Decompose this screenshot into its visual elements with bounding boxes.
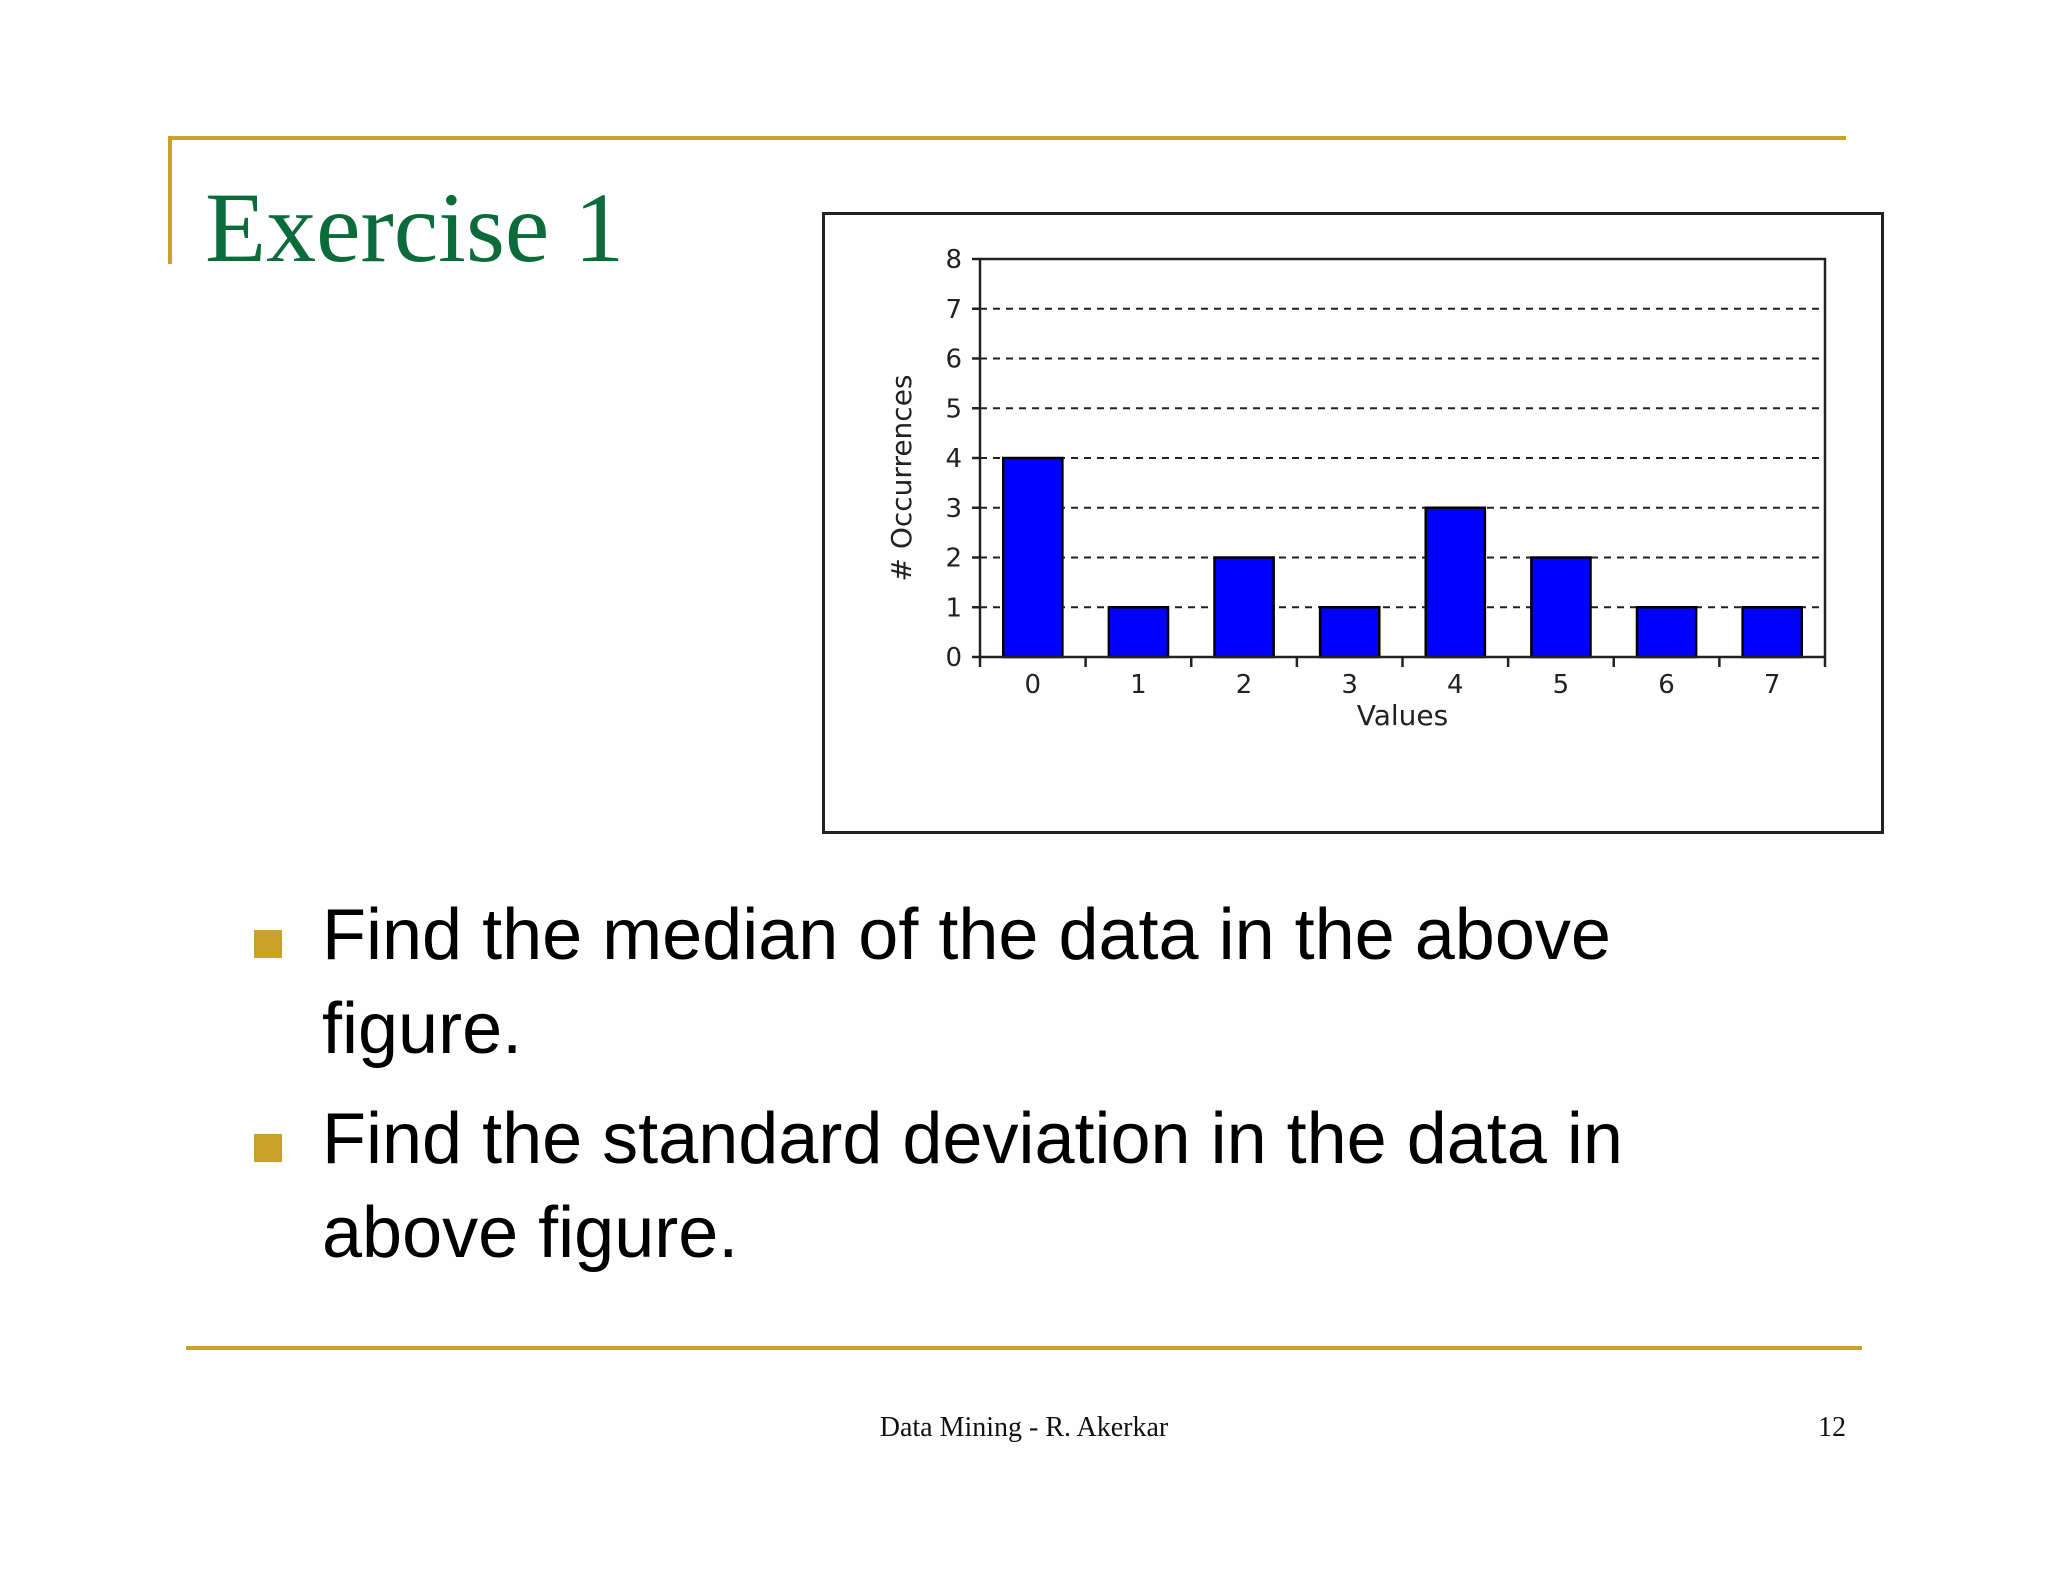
title-top-rule: [168, 136, 1846, 140]
x-tick-label: 1: [1130, 670, 1147, 700]
x-tick-label: 7: [1763, 670, 1781, 700]
slide-title: Exercise 1: [205, 172, 625, 283]
bar-0: [1003, 458, 1062, 657]
bar-chart: [822, 212, 1884, 834]
y-tick-label: 6: [945, 344, 962, 375]
bullet-list: [250, 888, 1770, 1296]
x-tick-label: 3: [1341, 670, 1358, 700]
footer-rule: [186, 1346, 1862, 1350]
bar-5: [1531, 558, 1590, 658]
bar-chart-svg: [825, 215, 1881, 831]
page-number: 12: [1818, 1412, 1846, 1443]
bullet-item-median: [250, 888, 1770, 1076]
x-tick-label: 6: [1658, 670, 1675, 700]
y-tick-label: 2: [945, 543, 962, 574]
y-tick-label: 4: [945, 444, 962, 474]
x-tick-label: 4: [1447, 670, 1464, 700]
bar-1: [1109, 607, 1168, 657]
y-tick-label: 0: [945, 643, 962, 673]
y-tick-label: 3: [945, 493, 962, 524]
bar-7: [1743, 607, 1802, 657]
x-tick-label: 0: [1024, 670, 1042, 700]
square-bullet-icon: [254, 1134, 282, 1162]
y-axis-title: # Occurrences: [885, 374, 918, 582]
title-left-rule: [168, 136, 172, 264]
y-tick-label: 7: [945, 294, 962, 325]
x-tick-label: 2: [1235, 670, 1253, 700]
bar-6: [1637, 607, 1696, 657]
bar-4: [1426, 508, 1485, 657]
bullet-text: Find the standard deviation in the data in above figure.: [322, 1099, 1623, 1273]
footer-text: Data Mining - R. Akerkar: [879, 1412, 1169, 1443]
bar-3: [1320, 607, 1379, 657]
bullet-text: Find the median of the data in the above figure.: [322, 895, 1611, 1069]
x-axis-title: Values: [1356, 699, 1449, 732]
square-bullet-icon: [254, 930, 282, 958]
x-tick-label: 5: [1552, 670, 1570, 700]
y-tick-label: 5: [945, 394, 962, 425]
y-tick-label: 8: [945, 245, 962, 275]
y-tick-label: 1: [945, 593, 962, 624]
bullet-item-std-dev: [250, 1092, 1770, 1280]
bar-2: [1214, 558, 1273, 658]
